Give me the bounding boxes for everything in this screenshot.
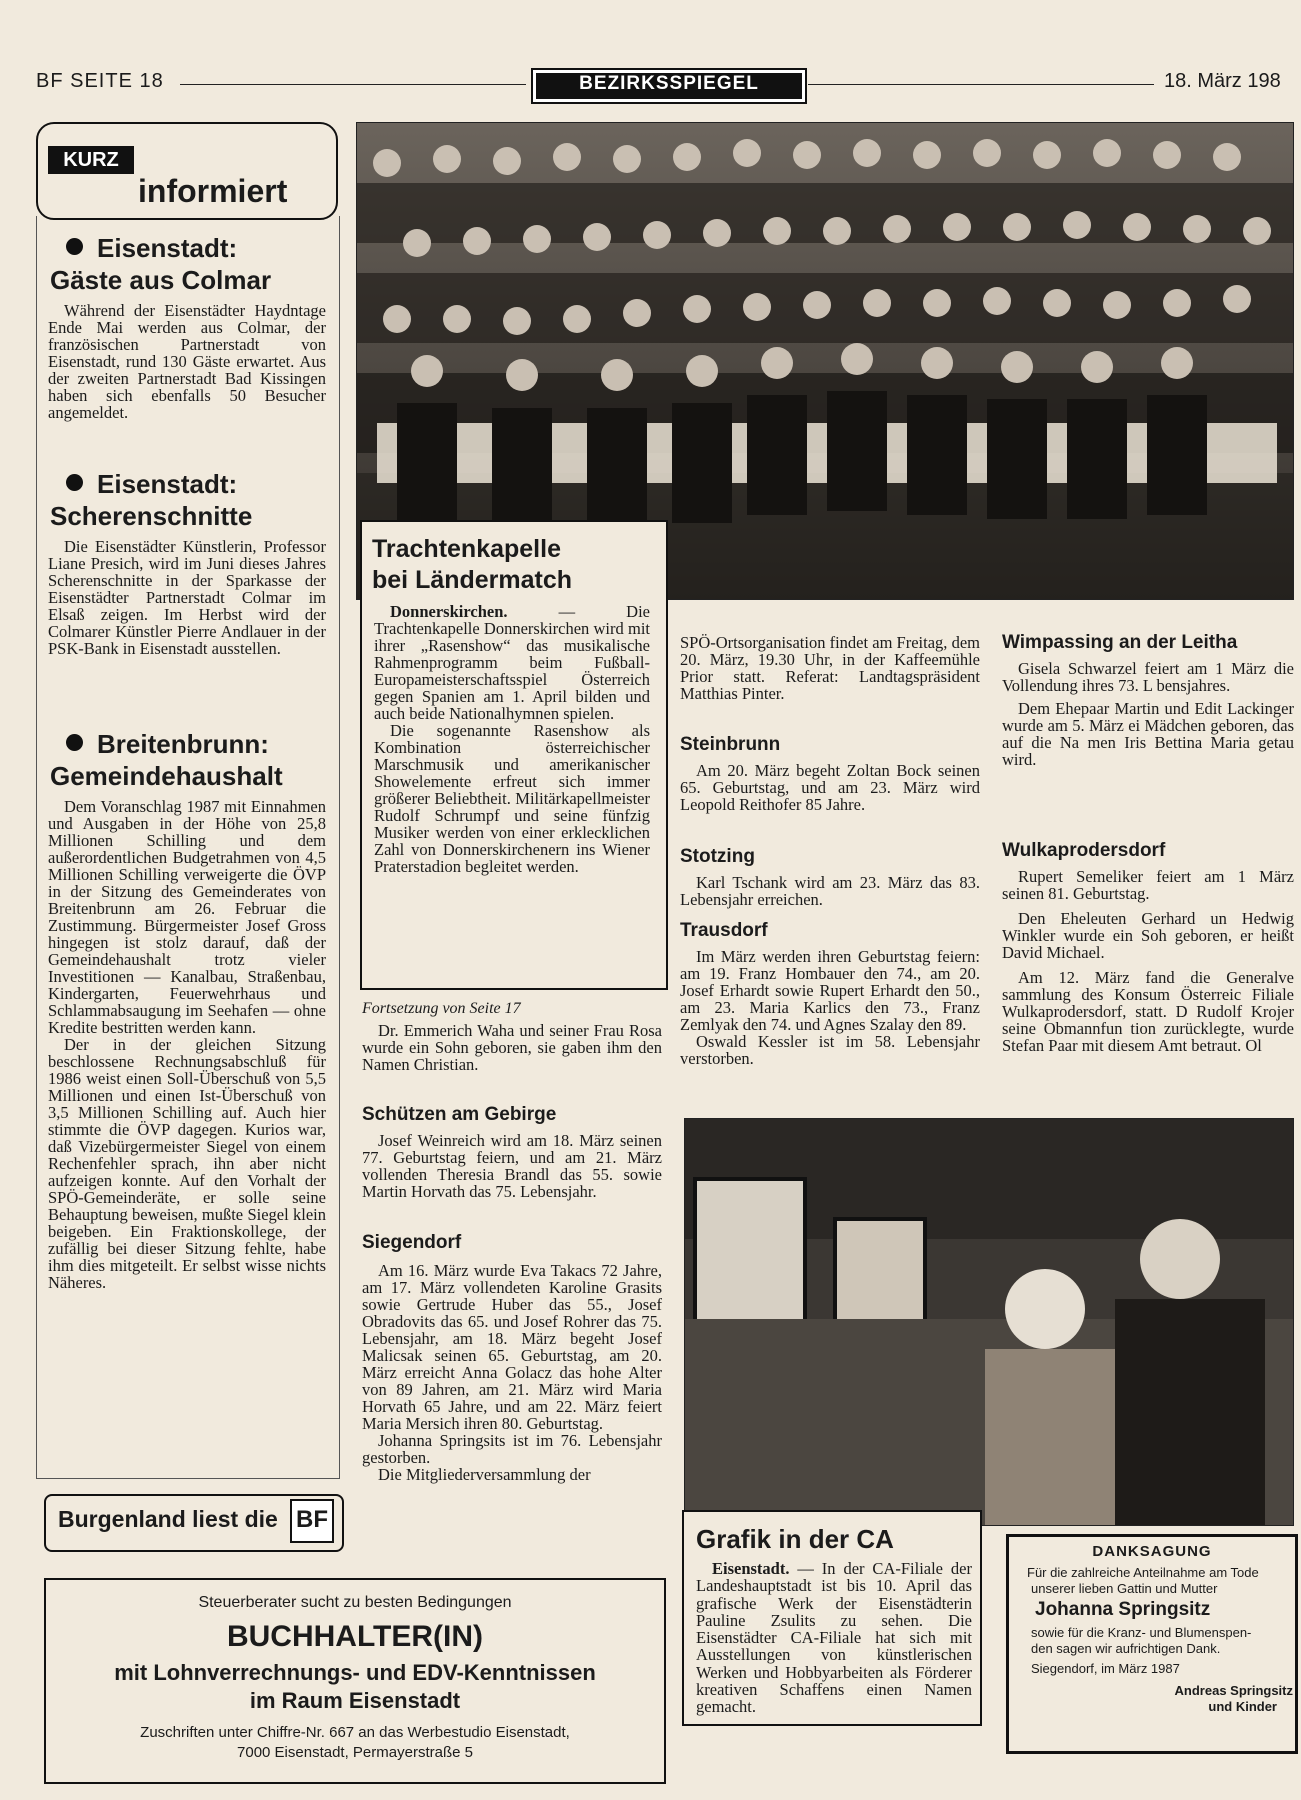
brief-text: Während der Eisenstädter Haydntage Ende Mai werden aus Colmar, der französischen Partnerstadt von Eisenstadt, rund 130 Gäste erwartet. Aus der zweiten Partnerstadt Bad Kissingen haben sich ebenfalls 50 Besucher angemeldet. — [48, 301, 326, 422]
ad-intro: Steuerberater sucht zu besten Bedingungen — [198, 1594, 512, 1611]
notice-line: den sagen wir aufrichtigen Dank. — [1031, 1641, 1221, 1656]
notice-text: Dr. Emmerich Waha und seiner Frau Rosa wurde ein Sohn geboren, sie gaben ihm den Namen Christian. — [362, 1021, 662, 1074]
obituary-notice — [1006, 1534, 1298, 1754]
section-heading: Wimpassing an der Leitha — [1002, 632, 1238, 653]
bf-logo: BF — [290, 1499, 334, 1543]
notice-title: DANKSAGUNG — [1092, 1543, 1212, 1560]
bullet-icon — [66, 734, 83, 751]
section-heading: Wulkaprodersdorf — [1002, 840, 1166, 861]
ad-contact: Zuschriften unter Chiffre-Nr. 667 an das Werbestudio Eisenstadt, — [140, 1724, 570, 1741]
brief-heading: Breitenbrunn: — [48, 728, 269, 760]
section-heading: Steinbrunn — [680, 734, 781, 755]
notice-text: Josef Weinreich wird am 18. März seinen 77. Geburtstag feiern, und am 21. März vollenden Theresia Brandl das 55. sowie Martin Horvath das 75. Lebensjahr. — [362, 1131, 662, 1201]
exhibition-photo — [684, 1118, 1294, 1526]
ad-position: BUCHHALTER(IN) — [226, 1620, 484, 1653]
notice-text: Karl Tschank wird am 23. März das 83. Lebensjahr erreichen. — [680, 873, 980, 909]
notice-signature: und Kinder — [1208, 1699, 1277, 1714]
brief-subheading: Gäste aus Colmar — [50, 265, 272, 295]
section-title: BEZIRKSSPIEGEL — [536, 73, 802, 99]
notice-text: Gisela Schwarzel feiert am 1 März die Vollendung ihres 73. L bensjahres. Dem Ehepaar Martin und Edit Lackinger wurde am 5. März ei Mädchen geboren, das auf die Na men Iris Bettina Maria getau wird. — [1002, 659, 1294, 769]
ad-requirements: mit Lohnverrechnungs- und EDV-Kenntnissen — [114, 1660, 596, 1685]
continuation-note: Fortsetzung von Seite 17 — [362, 1000, 521, 1017]
page-label: BF SEITE 18 — [36, 70, 164, 92]
notice-line: Siegendorf, im März 1987 — [1031, 1661, 1180, 1676]
notice-line: sowie für die Kranz- und Blumenspen- — [1031, 1625, 1252, 1640]
notice-text: Am 20. März begeht Zoltan Bock seinen 65. Geburtstag, und am 23. März wird Leopold Reithofer 85 Jahre. — [680, 761, 980, 814]
brief-subheading: Gemeindehaushalt — [50, 761, 283, 791]
section-heading: Schützen am Gebirge — [362, 1104, 557, 1125]
notice-line: Für die zahlreiche Anteilnahme am Tode — [1027, 1565, 1259, 1580]
issue-date: 18. März 198 — [1164, 70, 1281, 92]
brief-heading: Eisenstadt: — [48, 468, 237, 500]
notice-text: Am 16. März wurde Eva Takacs 72 Jahre, am 17. März vollendeten Karoline Grasits sowie Gertrude Huber das 55., Josef Obradovits das 65. und Josef Rohrer das 75. Lebensjahr, am 18. März begeht Josef Malicsak seinen 65. Geburtstag, am 20. März erreicht Anna Golacz das hohe Alter von 89 Jahren, am 21. März wird Maria Horvath 65 Jahre, und am 22. März feiert Maria Mersich ihren 80. Geburtstag. Johanna Springsits ist im 76. Lebensjahr gestorben. Die Mitgliederversammlung der — [362, 1261, 662, 1484]
informiert-title: informiert — [138, 173, 288, 209]
notice-line: unserer lieben Gattin und Mutter — [1031, 1581, 1218, 1596]
bullet-icon — [66, 238, 83, 255]
notice-text: Im März werden ihren Geburtstag feiern: am 19. Franz Hombauer den 74., am 20. Josef Erhardt sowie Rupert Erhardt den 50., am 23. Maria Karlics den 73., Franz Zemlyak den 74. und Agnes Szalay den 89. Oswald Kessler ist im 58. Lebensjahr verstorben. — [680, 947, 980, 1068]
brief-text: Die Eisenstädter Künstlerin, Professor Liane Presich, wird im Juni dieses Jahres Scherenschnitte in der Sparkasse der Eisenstädter Partnerstadt Colmar im Elsaß zeigen. Im Herbst wird der Colmarer Künstler Pierre Andlauer in der PSK-Bank in Eisenstadt ausstellen. — [48, 537, 326, 658]
section-heading: Siegendorf — [362, 1232, 462, 1253]
ad-location: im Raum Eisenstadt — [249, 1688, 461, 1713]
article-headline: Trachtenkapelle — [372, 535, 561, 563]
deceased-name: Johanna Springsitz — [1035, 1599, 1211, 1620]
section-heading: Trausdorf — [680, 920, 768, 941]
section-heading: Stotzing — [680, 846, 755, 867]
header-rule-right — [808, 84, 1154, 85]
notice-signature: Andreas Springsitz — [1174, 1683, 1293, 1698]
ad-address: 7000 Eisenstadt, Permayerstraße 5 — [237, 1744, 473, 1761]
exhibition-photo-image — [685, 1119, 1293, 1525]
notice-text: SPÖ-Ortsorganisation findet am Freitag, dem 20. März, 19.30 Uhr, in der Kaffeemühle Prior statt. Referat: Landtagspräsident Matthias Pinter. — [680, 633, 980, 703]
promo-text: Burgenland liest die — [58, 1506, 278, 1532]
brief-heading: Eisenstadt: — [48, 232, 237, 264]
article-headline-line2: bei Ländermatch — [372, 566, 573, 594]
article-body: Donnerskirchen. — Die Trachtenkapelle Donnerskirchen wird mit ihrer „Rasenshow“ das musikalische Rahmenprogramm beim Fußball-Europameisterschaftsspiel Österreich gegen Spanien am 1. April bilden und auch beide Nationalhymnen spielen. Die sogenannte Rasenshow als Kombination österreichischer Marschmusik und amerikanischer Showelemente erfreut sich immer größerer Beliebtheit. Militärkapellmeister Rudolf Schrumpf und seine fünfzig Musiker werden von einer erklecklichen Zahl von Donnerskirchenern ins Wiener Praterstadion begleitet werden. — [374, 602, 650, 876]
brief-subheading: Scherenschnitte — [50, 501, 253, 531]
section-badge — [531, 68, 807, 104]
article-body: Eisenstadt. — In der CA-Filiale der Landeshauptstadt ist bis 10. April das grafische Werk der Eisenstädterin Pauline Zsulits zu sehen. Die Eisenstädter CA-Filiale hat sich mit Ausstellungen von künstlerischen Werken und Hobbyarbeiten als Förderer kreativen Schaffens einen Namen gemacht. — [696, 1559, 972, 1717]
brief-text: Dem Voranschlag 1987 mit Einnahmen und Ausgaben in der Höhe von 25,8 Millionen Schilling und dem außerordentlichen Budgetrahmen von 4,5 Millionen Schilling verweigerte die ÖVP in der Sitzung des Gemeinderates von Breitenbrunn am 26. Februar die Zustimmung. Bürgermeister Josef Gross hingegen ist stolz darauf, daß der Gemeindehaushalt trotz vieler Investitionen — Kanalbau, Straßenbau, Kindergarten, Feuerwehrhaus und Schlammabsaugung im Seehafen — ohne Kredite bestritten werden kann. Der in der gleichen Sitzung beschlossene Rechnungsabschluß für 1986 weist einen Soll-Überschuß von 5,5 Millionen und einen Ist-Überschuß von 3,5 Millionen Schilling auf. Auch hier stimmte die ÖVP dagegen. Kurios war, daß Vizebürgermeister Siegel von einem Rechenfehler sprach, ihn aber nicht aufzeigen konnte. Auf den Vorhalt der SPÖ-Gemeinderäte, er solle seine Behauptung beweisen, mußte Siegel klein beigeben. Ein Fraktionskollege, der zufällig bei dieser Sitzung fehlte, habe ihm dies mitgeteilt. Er selbst wisse nichts Näheres. — [48, 797, 326, 1292]
article-headline: Grafik in der CA — [696, 1524, 894, 1554]
notice-text: Rupert Semeliker feiert am 1 März seinen 81. Geburtstag. Den Eheleuten Gerhard un Hedwig Winkler wurde ein Soh geboren, er heißt David Michael. Am 12. März fand die Generalve sammlung des Konsum Österreic Filiale Wulkaprodersdorf, statt. D Rudolf Krojer seine Obmannfun tion zurücklegte, wurde Stefan Paar mit diesem Amt betraut. Ol — [1002, 867, 1294, 1055]
header-rule-left — [180, 84, 526, 85]
bullet-icon — [66, 474, 83, 491]
job-advertisement — [44, 1578, 666, 1784]
kurz-label: KURZ — [48, 146, 134, 174]
